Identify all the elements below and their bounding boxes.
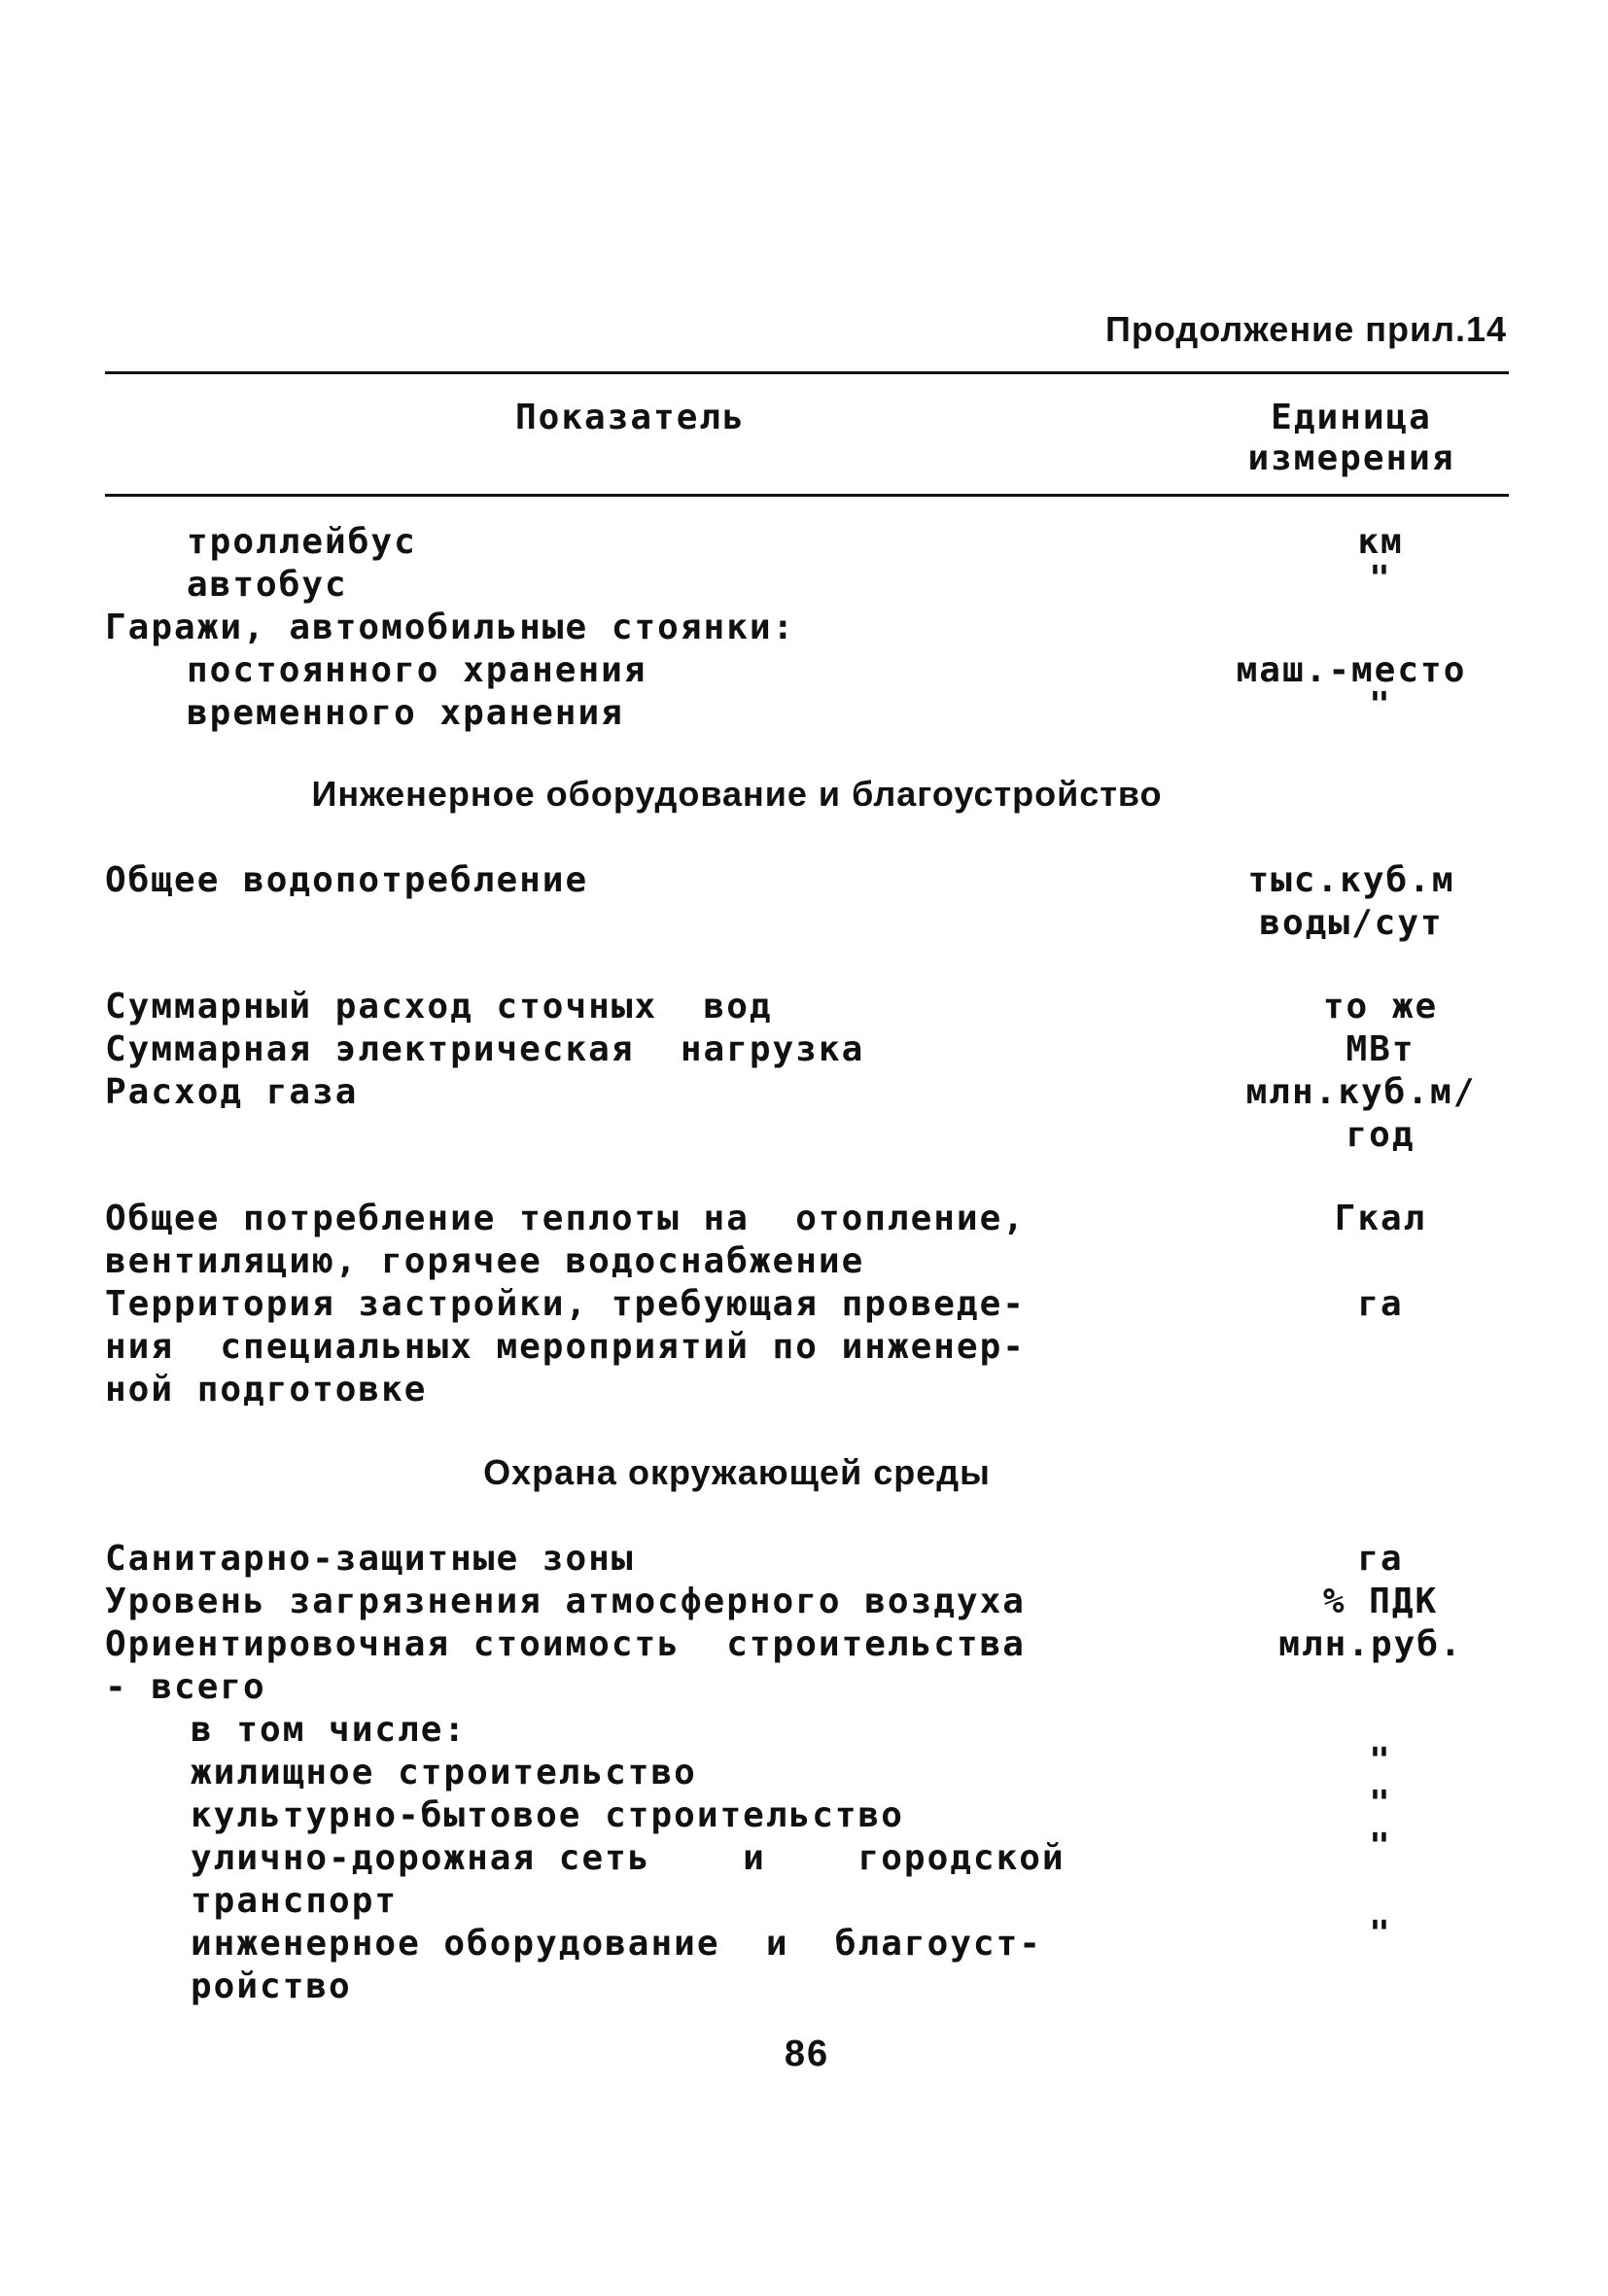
row-unit: га [1357, 1539, 1404, 1579]
row-label: инженерное оборудование и благоуст- [191, 1924, 1042, 1964]
row-unit: га [1357, 1284, 1404, 1324]
row-unit: воды/сут [1259, 903, 1444, 943]
row-label: ройство [191, 1966, 352, 2006]
row-label: вентиляцию, горячее водоснабжение [105, 1241, 865, 1281]
row-unit: " [1369, 1741, 1392, 1781]
row-label: постоянного хранения [187, 650, 647, 690]
table-top-rule [105, 371, 1509, 374]
row-label: Суммарная электрическая нагрузка [105, 1029, 865, 1069]
row-unit: год [1346, 1115, 1416, 1155]
row-label: Уровень загрязнения атмосферного воздуха [105, 1582, 1026, 1621]
row-label: культурно-бытовое строительство [191, 1795, 904, 1835]
row-unit: Гкал [1334, 1199, 1427, 1238]
row-label: троллейбус [187, 522, 417, 562]
row-label: в том числе: [191, 1710, 468, 1750]
row-label: ной подготовке [105, 1370, 428, 1409]
row-unit: " [1369, 559, 1392, 599]
section-title: Инженерное оборудование и благоустройство [311, 774, 1163, 814]
page-number: 86 [784, 2034, 830, 2074]
row-label: Территория застройки, требующая проведе- [105, 1284, 1026, 1324]
row-label: улично-дорожная сеть и городской [191, 1838, 1066, 1878]
row-unit: " [1369, 685, 1392, 725]
row-label: Гаражи, автомобильные стоянки: [105, 608, 796, 647]
row-label: ния специальных мероприятий по инженер- [105, 1327, 1026, 1367]
row-unit: тыс.куб.м [1247, 860, 1455, 900]
row-unit: маш.-место [1236, 650, 1467, 690]
row-label: Санитарно-защитные зоны [105, 1539, 635, 1579]
row-unit: млн.руб. [1278, 1624, 1463, 1664]
row-label: Суммарный расход сточных вод [105, 987, 773, 1026]
row-unit: " [1369, 1784, 1392, 1824]
row-unit: % ПДК [1322, 1582, 1439, 1621]
row-label: жилищное строительство [191, 1753, 697, 1792]
row-label: Расход газа [105, 1072, 359, 1112]
row-label: Общее потребление теплоты на отопление, [105, 1199, 1026, 1238]
row-unit: МВт [1346, 1029, 1416, 1069]
row-unit: " [1369, 1914, 1392, 1954]
row-unit: млн.куб.м/ [1245, 1072, 1477, 1112]
continuation-caption: Продолжение прил.14 [1105, 309, 1507, 349]
header-indicator: Показатель [515, 398, 746, 437]
table-header-rule [105, 494, 1509, 497]
header-unit-line2: измерения [1247, 438, 1455, 478]
row-unit: то же [1322, 987, 1439, 1026]
row-label: временного хранения [187, 693, 624, 733]
row-label: автобус [187, 565, 348, 605]
row-label: Общее водопотребление [105, 860, 589, 900]
row-label: Ориентировочная стоимость строительства [105, 1624, 1026, 1664]
row-unit: " [1369, 1826, 1392, 1866]
row-unit: км [1357, 522, 1404, 562]
header-unit-line1: Единица [1271, 398, 1432, 437]
row-label: транспорт [191, 1881, 399, 1921]
row-label: - всего [105, 1667, 266, 1707]
section-title: Охрана окружающей среды [483, 1452, 991, 1492]
